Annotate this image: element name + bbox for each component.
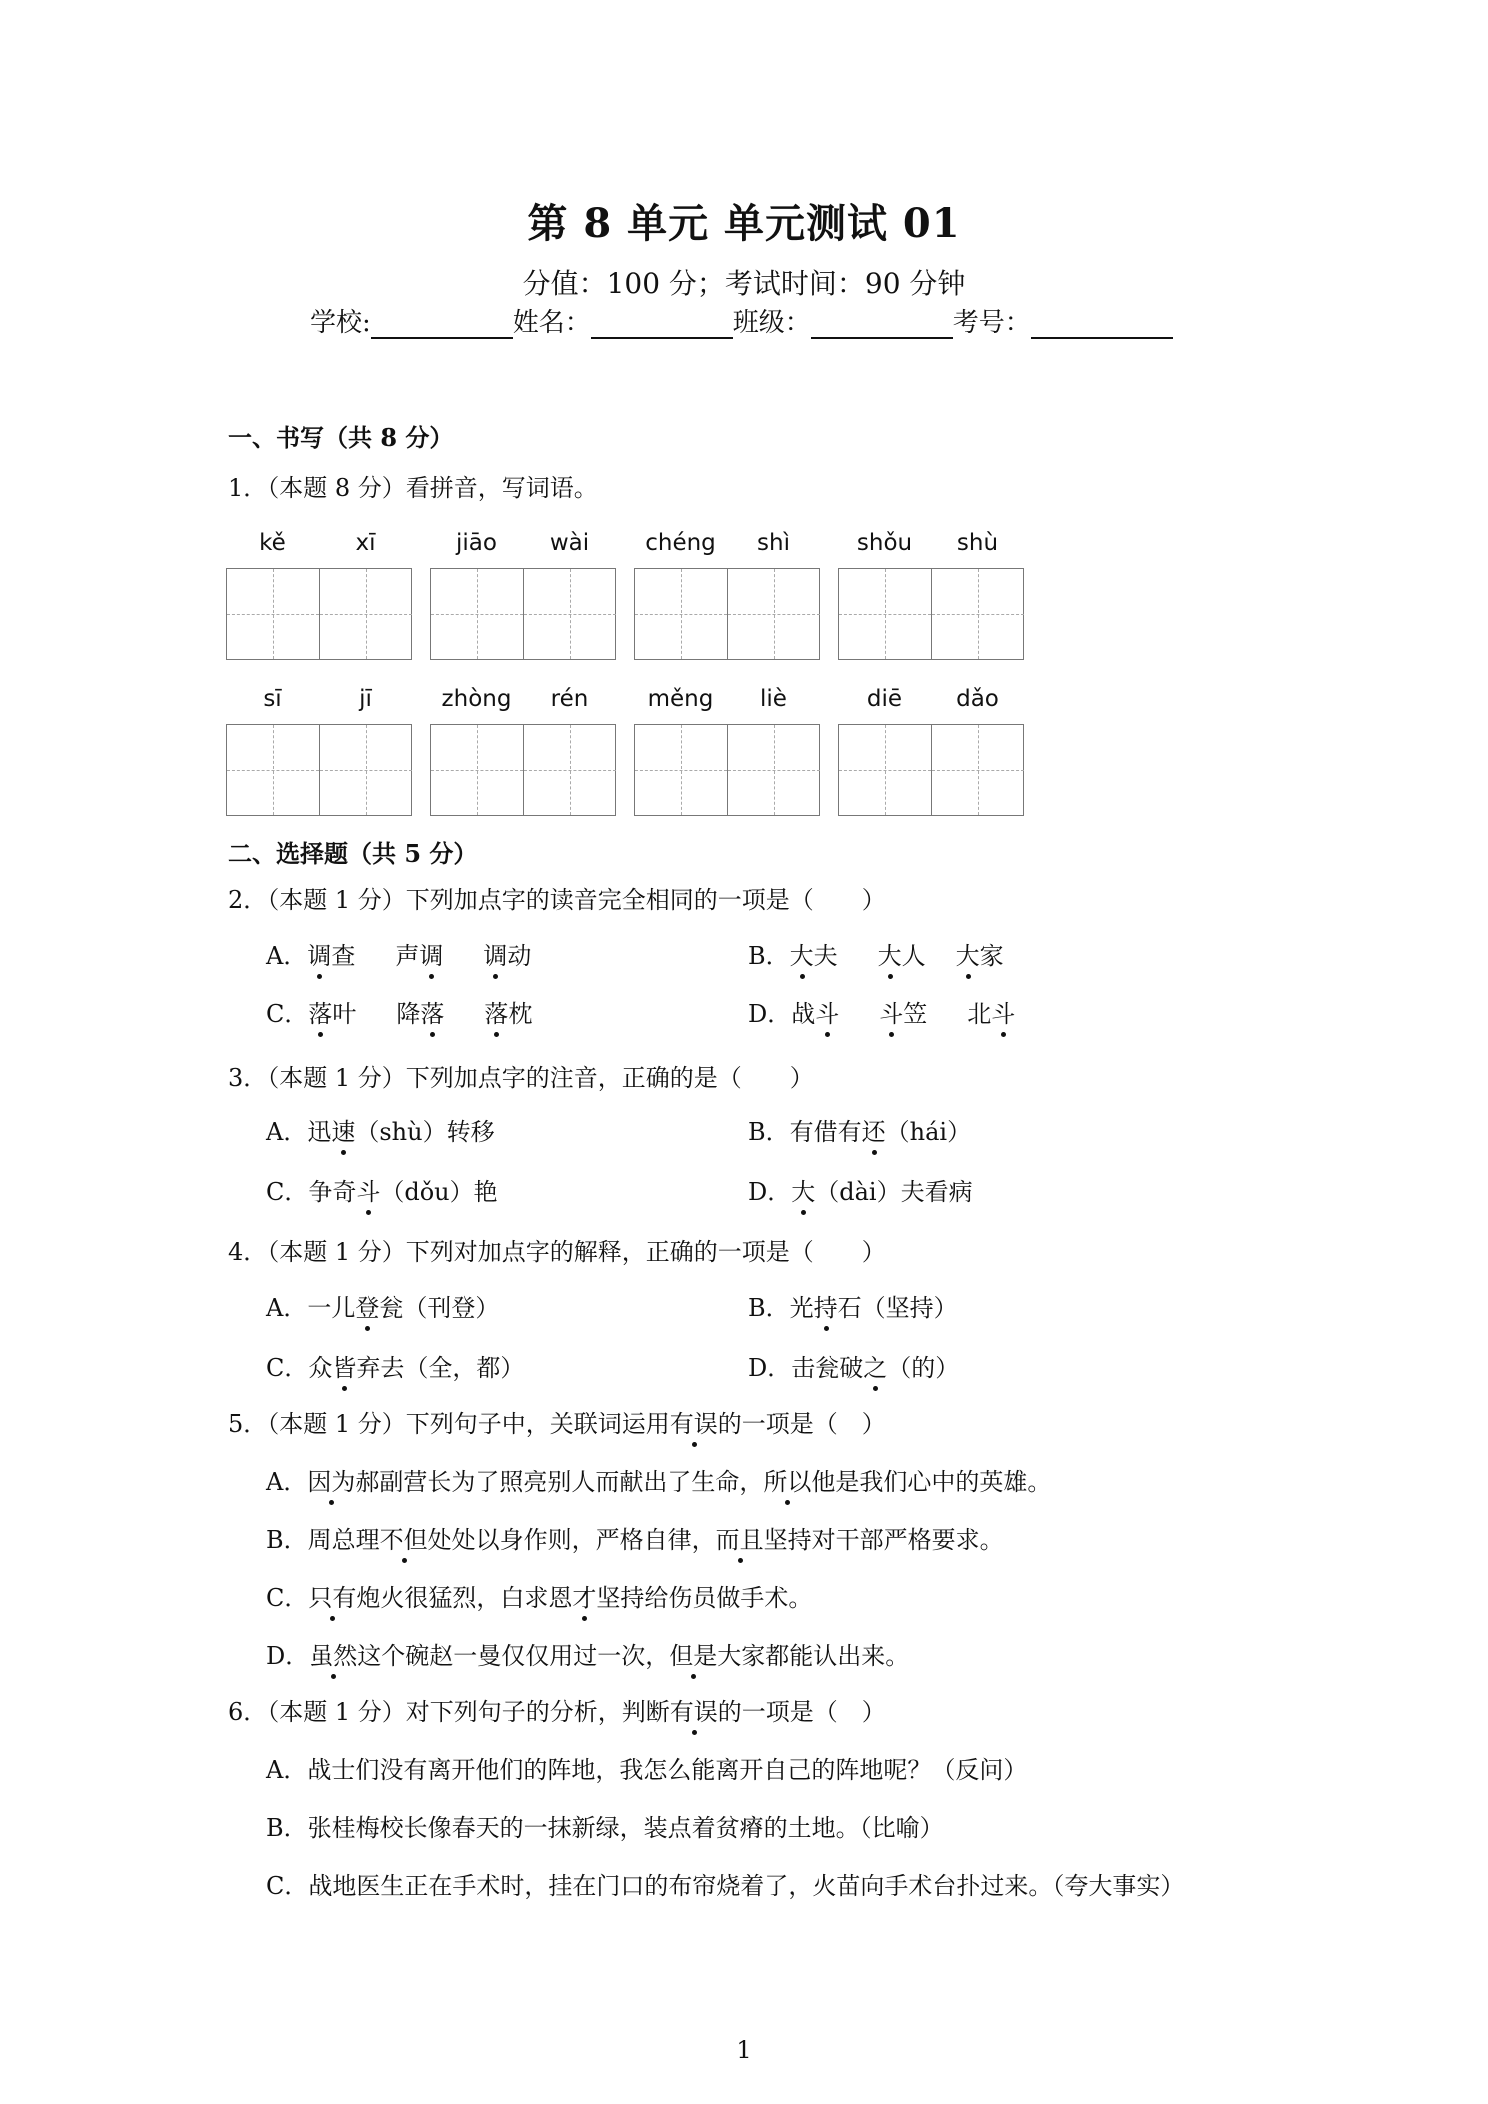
q3-option-d[interactable]: D．大（dài）夫看病 xyxy=(748,1172,973,1207)
question-6: 6．（本题 1 分）对下列句子的分析，判断有误的一项是（ ） xyxy=(228,1692,886,1727)
pinyin-label: diē dǎo xyxy=(866,686,999,712)
q3-option-c[interactable]: C．争奇斗（dǒu）艳 xyxy=(266,1172,498,1207)
pinyin-label: kě xī xyxy=(259,530,376,556)
q5-option-b[interactable]: B．周总理不但处处以身作则，严格自律，而且坚持对干部严格要求。 xyxy=(266,1520,1004,1555)
q4-option-a[interactable]: A．一儿登瓮（刊登） xyxy=(266,1288,499,1323)
school-blank[interactable] xyxy=(371,311,513,339)
name-label: 姓名： xyxy=(512,308,591,338)
writing-boxes[interactable] xyxy=(226,568,412,660)
section-writing: 一、书写（共 8 分） xyxy=(228,423,454,452)
exam-subtitle: 分值：100 分；考试时间：90 分钟 xyxy=(522,267,966,300)
exam-no-label: 考号： xyxy=(952,308,1031,338)
pinyin-label: chéng shì xyxy=(645,530,790,556)
question-4: 4．（本题 1 分）下列对加点字的解释，正确的一项是（ ） xyxy=(228,1238,886,1266)
section-choice: 二、选择题（共 5 分） xyxy=(228,839,478,868)
writing-boxes[interactable] xyxy=(634,724,820,816)
pinyin-label: shǒu shù xyxy=(856,530,999,556)
writing-boxes[interactable] xyxy=(838,568,1024,660)
q6-option-b[interactable]: B．张桂梅校长像春天的一抹新绿，装点着贫瘠的土地。（比喻） xyxy=(266,1814,944,1842)
writing-boxes[interactable] xyxy=(226,724,412,816)
pinyin-label: měng liè xyxy=(647,686,787,712)
student-info-row xyxy=(310,302,1173,342)
q2-option-d[interactable]: D．战斗 斗笠 北斗 xyxy=(748,994,1015,1029)
question-2: 2．（本题 1 分）下列加点字的读音完全相同的一项是（ ） xyxy=(228,886,886,914)
q4-option-b[interactable]: B．光持石（坚持） xyxy=(748,1288,958,1323)
question-5: 5．（本题 1 分）下列句子中，关联词运用有误的一项是（ ） xyxy=(228,1404,886,1439)
name-blank[interactable] xyxy=(591,311,733,339)
q2-option-b[interactable]: B．大夫 大人 大家 xyxy=(748,936,1004,971)
class-label: 班级： xyxy=(732,308,811,338)
question-3: 3．（本题 1 分）下列加点字的注音，正确的是（ ） xyxy=(228,1064,814,1092)
q3-option-a[interactable]: A．迅速（shù）转移 xyxy=(266,1112,495,1147)
writing-boxes[interactable] xyxy=(838,724,1024,816)
q6-option-a[interactable]: A．战士们没有离开他们的阵地，我怎么能离开自己的阵地呢？（反问） xyxy=(266,1756,1028,1784)
q4-option-d[interactable]: D．击瓮破之（的） xyxy=(748,1348,959,1383)
q6-option-c[interactable]: C．战地医生正在手术时，挂在门口的布帘烧着了，火苗向手术台扑过来。（夸大事实） xyxy=(266,1872,1185,1900)
class-blank[interactable] xyxy=(811,311,953,339)
q3-option-b[interactable]: B．有借有还（hái） xyxy=(748,1112,971,1147)
writing-boxes[interactable] xyxy=(430,724,616,816)
q4-option-c[interactable]: C．众皆弃去（全，都） xyxy=(266,1348,524,1383)
q5-option-c[interactable]: C．只有炮火很猛烈，白求恩才坚持给伤员做手术。 xyxy=(266,1578,812,1613)
pinyin-label: jiāo wài xyxy=(456,530,590,556)
school-label: 学校: xyxy=(310,308,371,338)
q5-option-d[interactable]: D．虽然这个碗赵一曼仅仅用过一次，但是大家都能认出来。 xyxy=(266,1636,909,1671)
q5-option-a[interactable]: A．因为郝副营长为了照亮别人而献出了生命，所以他是我们心中的英雄。 xyxy=(266,1462,1051,1497)
page-number: 1 xyxy=(736,2036,752,2064)
q2-option-c[interactable]: C．落叶 降落 落枕 xyxy=(266,994,532,1029)
pinyin-label: sī jī xyxy=(263,686,372,712)
exam-no-blank[interactable] xyxy=(1031,311,1173,339)
q2-option-a[interactable]: A．调查 声调 调动 xyxy=(266,936,531,971)
pinyin-label: zhòng rén xyxy=(441,686,589,712)
writing-boxes[interactable] xyxy=(634,568,820,660)
question-1: 1．（本题 8 分）看拼音，写词语。 xyxy=(228,474,598,502)
writing-boxes[interactable] xyxy=(430,568,616,660)
page-title: 第 8 单元 单元测试 01 xyxy=(527,200,961,247)
